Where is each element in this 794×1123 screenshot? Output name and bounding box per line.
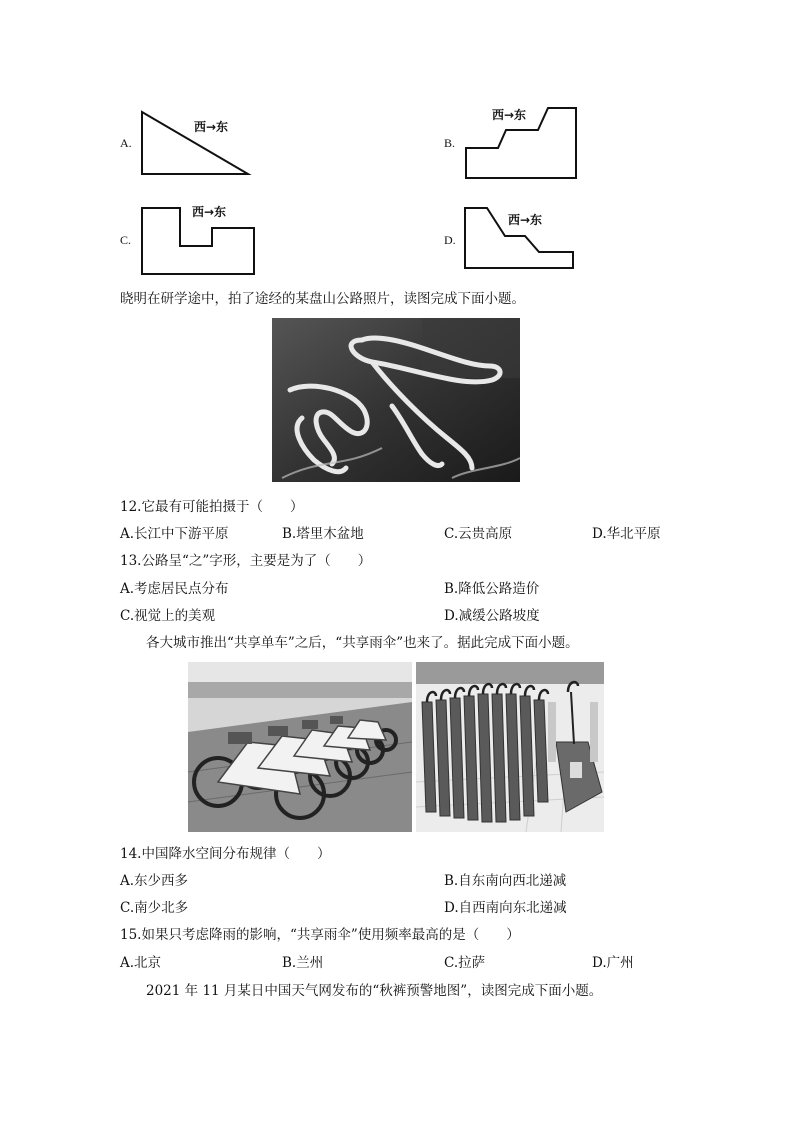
direction-label-d: 西→东 (508, 213, 543, 227)
intro-mountain-road: 晓明在研学途中，拍了途经的某盘山公路照片，读图完成下面小题。 (120, 291, 525, 307)
direction-label-b: 西→东 (492, 108, 527, 122)
q12-option-b: B.塔里木盆地 (282, 526, 364, 542)
q12-option-a: A.长江中下游平原 (120, 526, 229, 542)
q13-option-c: C.视觉上的美观 (120, 608, 216, 624)
mountain-road-photo (272, 318, 520, 482)
q15-option-c: C.拉萨 (444, 955, 486, 971)
shared-umbrellas-photo (416, 662, 604, 832)
direction-label-a: 西→东 (194, 120, 229, 134)
option-a-letter: A. (120, 136, 132, 150)
q15-option-a: A.北京 (120, 955, 162, 971)
q15-option-d: D.广州 (592, 955, 634, 971)
intro-autumn-pants-map: 2021 年 11 月某日中国天气网发布的“秋裤预警地图”，读图完成下面小题。 (146, 983, 603, 999)
intro-shared-umbrella: 各大城市推出“共享单车”之后，“共享雨伞”也来了。据此完成下面小题。 (146, 635, 579, 651)
q12-option-d: D.华北平原 (592, 526, 661, 542)
q13-option-b: B.降低公路造价 (444, 581, 540, 597)
shared-bikes-photo (188, 662, 412, 832)
direction-label-c: 西→东 (192, 205, 227, 219)
q15-option-b: B.兰州 (282, 955, 324, 971)
option-d-letter: D. (444, 233, 456, 247)
q14-option-a: A.东少西多 (120, 873, 189, 889)
q14-option-d: D.自西南向东北递减 (444, 900, 567, 916)
option-c-letter: C. (120, 233, 132, 247)
q14-option-c: C.南少北多 (120, 900, 189, 916)
question-13-stem: 13.公路呈“之”字形，主要是为了（ ） (120, 553, 372, 569)
option-b-letter: B. (444, 136, 456, 150)
question-14-stem: 14.中国降水空间分布规律（ ） (120, 846, 331, 862)
q14-option-b: B.自东南向西北递减 (444, 873, 567, 889)
question-12-stem: 12.它最有可能拍摄于（ ） (120, 499, 304, 515)
q13-option-a: A.考虑居民点分布 (120, 581, 229, 597)
q12-option-c: C.云贵高原 (444, 526, 513, 542)
q13-option-d: D.减缓公路坡度 (444, 608, 540, 624)
question-15-stem: 15.如果只考虑降雨的影响，“共享雨伞”使用频率最高的是（ ） (120, 927, 520, 943)
